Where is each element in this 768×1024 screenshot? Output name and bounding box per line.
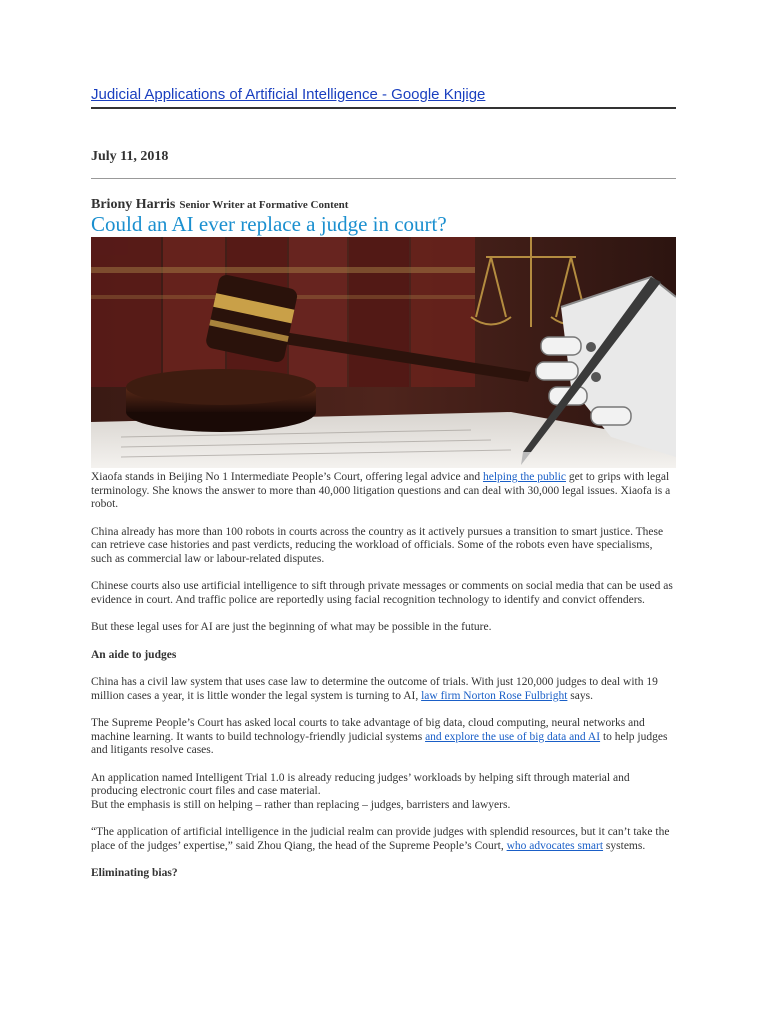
author-name: Briony Harris	[91, 197, 176, 212]
hero-image-gavel-robot-hand	[91, 237, 676, 468]
date-divider	[91, 178, 676, 179]
header-divider	[91, 107, 676, 109]
paragraph: China has a civil law system that uses case law to determine the outcome of trials. With just 120,000 judges to deal with 19 million cases a year, it is little wonder the legal system is turning to AI, law firm Norton Rose Fulbright says.	[91, 676, 658, 702]
byline	[91, 195, 348, 213]
book-title-link[interactable]: Judicial Applications of Artificial Intelligence - Google Knjige	[91, 86, 486, 103]
gavel-robot-illustration	[91, 237, 676, 468]
author-role: Senior Writer at Formative Content	[179, 199, 349, 211]
section-heading-aide: An aide to judges	[91, 648, 177, 661]
article-body	[91, 471, 676, 895]
paragraph: The Supreme People’s Court has asked local courts to take advantage of big data, cloud computing, neural networks and machine learning. It wants to build technology-friendly judicial systems and explore the use of big data and AI to help judges and litigants resolve cases.	[91, 717, 668, 756]
paragraph: But the emphasis is still on helping – rather than replacing – judges, barristers and lawyers.	[91, 798, 511, 811]
paragraph: Xiaofa stands in Beijing No 1 Intermediate People’s Court, offering legal advice and helping the public get to grips with legal terminology. She knows the answer to more than 40,000 litigation questions and can deal with 30,000 legal issues. Xiaofa is a robot.	[91, 471, 671, 510]
big-data-ai-link[interactable]: and explore the use of big data and AI	[425, 730, 601, 743]
helping-the-public-link[interactable]: helping the public	[482, 471, 567, 483]
paragraph: “The application of artificial intelligence in the judicial realm can provide judges with splendid resources, but it can’t take the place of the judges’ expertise,” said Zhou Qiang, the head of the Supreme People’s Court, who advocates smart systems.	[91, 826, 670, 852]
paragraph: An application named Intelligent Trial 1.0 is already reducing judges’ workloads by helping sift through material and producing electronic court files and case material.	[91, 771, 630, 797]
paragraph: Chinese courts also use artificial intelligence to sift through private messages or comments on social media that can be used as evidence in court. And traffic police are reportedly using facial recognition technology to identify and convict offenders.	[91, 580, 673, 606]
paragraph: China already has more than 100 robots in courts across the country as it actively pursues a transition to smart justice. These can retrieve case histories and past verdicts, reducing the workload of officials. Some of the robots even have specialisms, such as commercial law or labour-related disputes.	[91, 525, 664, 565]
section-heading-bias: Eliminating bias?	[91, 867, 178, 879]
post-date: July 11, 2018	[91, 149, 169, 164]
who-advocates-smart-link[interactable]: who advocates smart	[506, 839, 604, 852]
norton-rose-fulbright-link[interactable]: law firm Norton Rose Fulbright	[421, 689, 568, 702]
paragraph: But these legal uses for AI are just the beginning of what may be possible in the future.	[91, 621, 492, 633]
article-title: Could an AI ever replace a judge in court?	[91, 212, 447, 236]
